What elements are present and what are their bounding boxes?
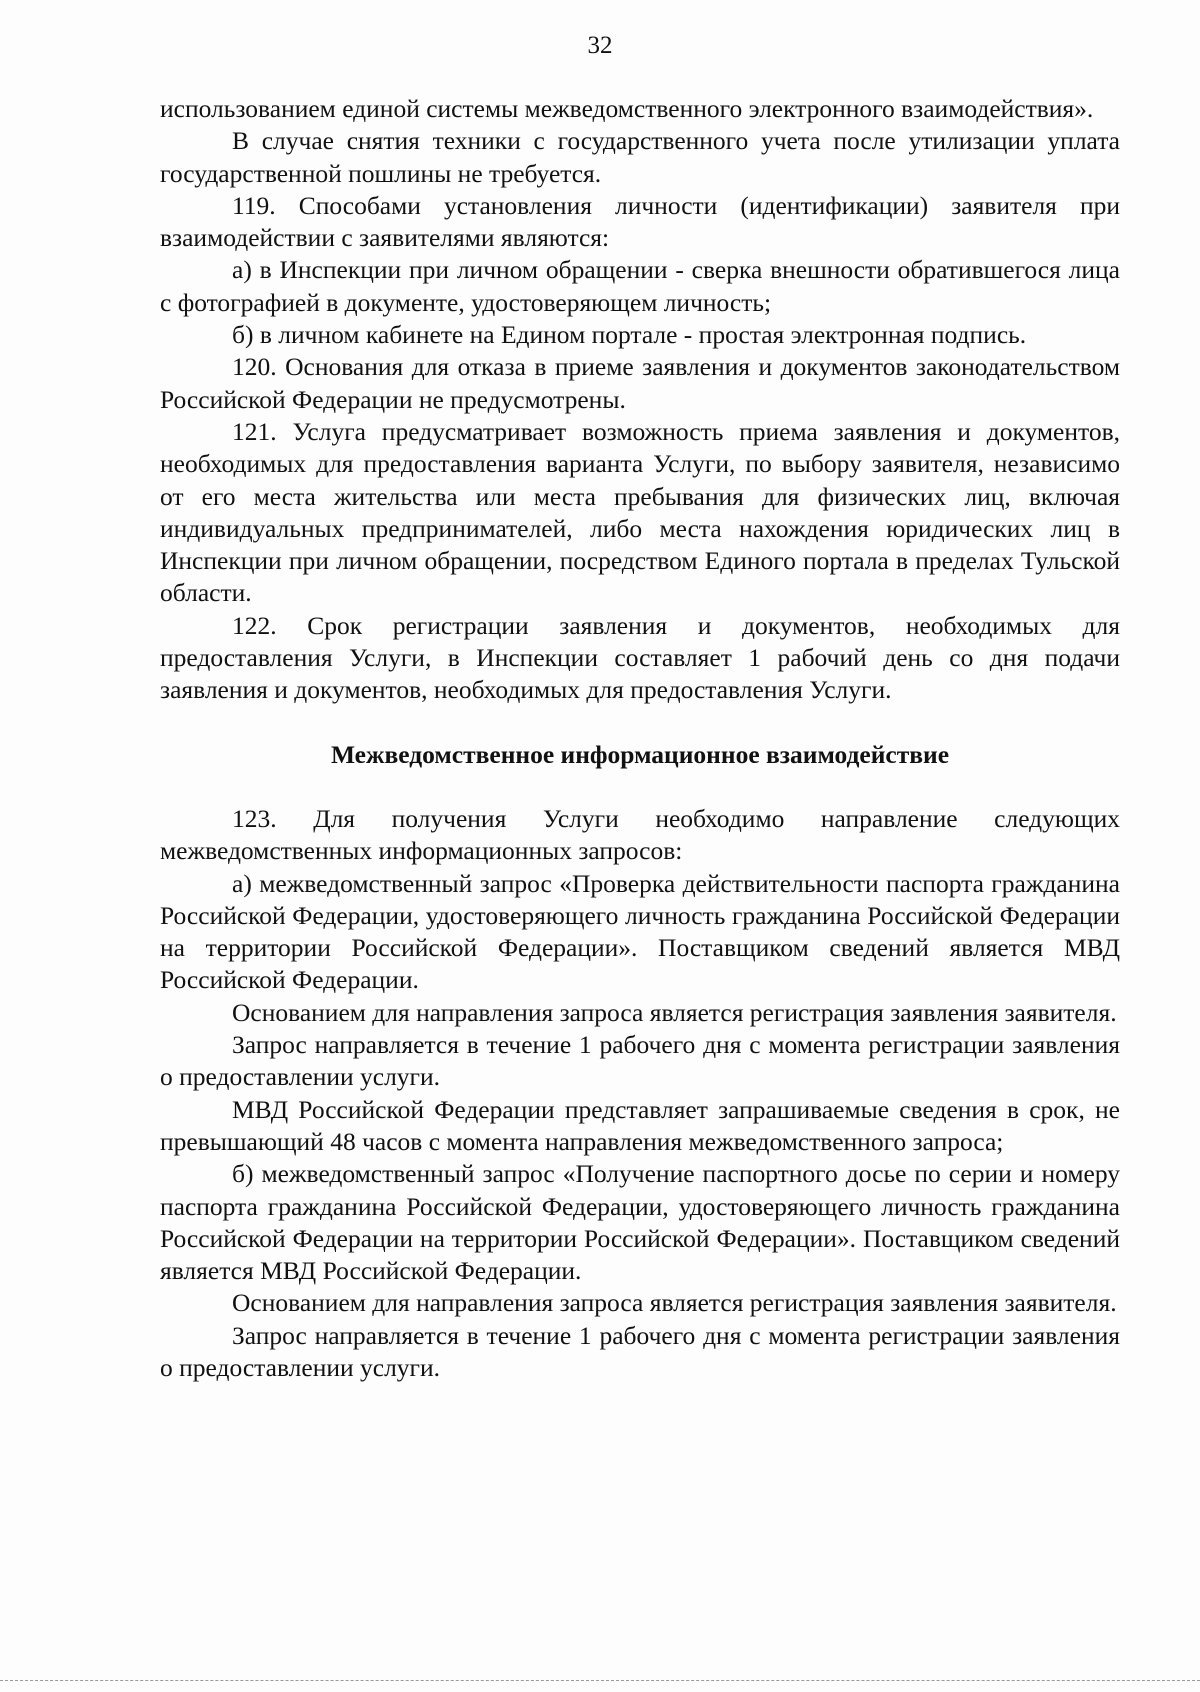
paragraph: 121. Услуга предусматривает возможность приема заявления и документов, необходимых для предоставления варианта Услуги, по выбору заявителя, независимо от его места жительства или места пребывания для физических лиц, включая индивидуальных предпринимателей, либо места нахождения юридических лиц в Инспекции при личном обращении, посредством Единого портала в пределах Тульской области. bbox=[160, 416, 1120, 608]
page-number: 32 bbox=[587, 32, 613, 59]
paragraph: Запрос направляется в течение 1 рабочего дня с момента регистрации заявления о предоставлении услуги. bbox=[160, 1030, 1120, 1092]
paragraph: б) межведомственный запрос «Получение паспортного досье по серии и номеру паспорта гражданина Российской Федерации, удостоверяющего личность гражданина Российской Федерации на территории Российской Федерации». Поставщиком сведений является МВД Российской Федерации. bbox=[160, 1159, 1120, 1286]
section-heading: Межведомственное информационное взаимодействие bbox=[330, 739, 950, 769]
paragraph: В случае снятия техники с государственного учета после утилизации уплата государственной пошлины не требуется. bbox=[160, 126, 1120, 188]
paragraph: Основанием для направления запроса является регистрация заявления заявителя. bbox=[232, 997, 1117, 1027]
paragraph: 119. Способами установления личности (идентификации) заявителя при взаимодействии с заявителями являются: bbox=[160, 190, 1120, 253]
paragraph: а) межведомственный запрос «Проверка действительности паспорта гражданина Российской Федерации, удостоверяющего личность гражданина Российской Федерации на территории Российской Федерации». Поставщиком сведений является МВД Российской Федерации. bbox=[160, 868, 1120, 995]
paragraph-group-top bbox=[160, 93, 1120, 707]
paragraph: МВД Российской Федерации представляет запрашиваемые сведения в срок, не превышающий 48 часов с момента направления межведомственного запроса; bbox=[160, 1094, 1120, 1156]
paragraph: 123. Для получения Услуги необходимо направление следующих межведомственных информационных запросов: bbox=[160, 803, 1120, 866]
scan-edge-line bbox=[0, 1680, 1200, 1681]
paragraph: Запрос направляется в течение 1 рабочего дня с момента регистрации заявления о предоставлении услуги. bbox=[160, 1320, 1120, 1382]
paragraph: 122. Срок регистрации заявления и документов, необходимых для предоставления Услуги, в Инспекции составляет 1 рабочий день со дня подачи заявления и документов, необходимых для предоставления Услуги. bbox=[160, 610, 1120, 705]
paragraph: использованием единой системы межведомственного электронного взаимодействия». bbox=[160, 94, 1094, 123]
paragraph: а) в Инспекции при личном обращении - сверка внешности обратившегося лица с фотографией в документе, удостоверяющем личность; bbox=[160, 255, 1120, 317]
paragraph-group-bottom bbox=[160, 803, 1120, 1384]
paragraph: 120. Основания для отказа в приеме заявления и документов законодательством Российской Федерации не предусмотрены. bbox=[160, 352, 1120, 414]
paragraph: б) в личном кабинете на Едином портале - простая электронная подпись. bbox=[232, 320, 1027, 350]
document-body bbox=[160, 93, 1120, 1384]
paragraph: Основанием для направления запроса является регистрация заявления заявителя. bbox=[232, 1288, 1117, 1318]
